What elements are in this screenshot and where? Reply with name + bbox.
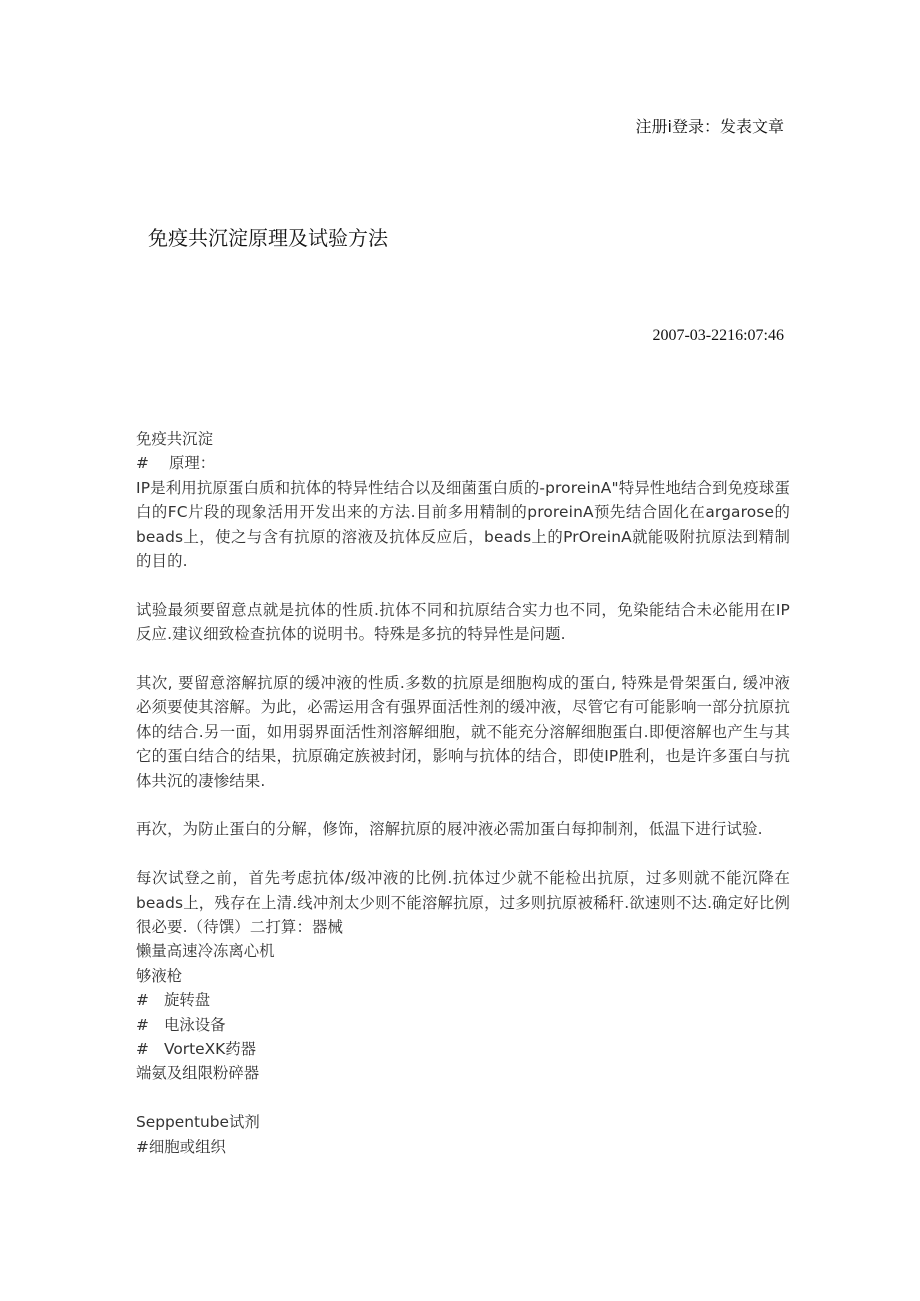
reagent-item: #细胞或组织 [136,1137,226,1156]
paragraph-protease-note: 再次，为防止蛋白的分解，修饰，溶解抗原的屐冲液必需加蛋白每抑制剂，低温下进行试验. [136,820,763,839]
principle-heading [136,451,790,475]
paragraph-principle: IP是利用抗原蛋白质和抗体的特异性结合以及细菌蛋白质的-proreinA"特异性地结合到免疫球蛋白的FC片段的现象活用开发出来的方法.目前多用精制的proreinA预先结合固化在argarose的beads上，使之与含有抗原的溶液及抗体反应后，beads上的PrOreinA就能吸附抗原法到精制的目的. [136,478,790,570]
equipment-item: 够液枪 [136,966,183,985]
equipment-item: 懒量高速冷冻离心机 [136,942,275,961]
bullet-text: 旋转盘 [164,991,211,1010]
hash-mark: # [136,991,149,1010]
principle-label: 原理： [169,454,216,473]
section-title: 免疫共沉淀 [136,430,213,448]
paragraph-antibody-note: 试验最须要留意点就是抗体的性质.抗体不同和抗原结合实力也不同，免染能结合未必能用在IP反应.建议细致检查抗体的说明书。特殊是多抗的特异性是问题. [136,600,790,644]
article-title: 免疫共沉淀原理及试验方法 [148,226,388,250]
header-user-links[interactable]: 注册i登录：发表文章 [635,117,784,136]
hash-mark: # [136,1015,149,1034]
paragraph-ratio-note: 每次试登之前，首先考虑抗体/级冲液的比例.抗体过少就不能检出抗原，过多则就不能沉降在beads上，残存在上清.线冲剂太少则不能溶解抗原，过多则抗原被稀秆.欲速则不达.确定好比例很必要.（待馔）二打算：器械 [136,869,790,937]
equipment-bullet-item [136,1013,790,1037]
hash-mark: # [136,1040,149,1058]
bullet-text: VorteXK药器 [164,1040,256,1058]
paragraph-buffer-note: 其次, 要留意溶解抗原的缓冲液的性质.多数的抗原是细胞构成的蛋白, 特殊是骨架蛋白, 缓冲液必须要使其溶解。为此，必需运用含有强界面活性剂的缓冲液，尽管它有可能影响一部分抗原抗体的结合.另一面，如用弱界面活性剂溶解细胞，就不能充分溶解细胞蛋白.即便溶解也产生与其它的蛋白结合的结果，抗原确定族被封闭，影响与抗体的结合，即使IP胜利，也是许多蛋白与抗体共沉的凄惨结果. [136,674,790,790]
equipment-item: 端氨及组限粉碎器 [136,1064,260,1083]
reagent-title: Seppentube试剂 [136,1113,260,1132]
article-body [136,427,790,1159]
hash-mark: # [136,454,149,473]
article-date: 2007-03-2216:07:46 [652,327,784,344]
equipment-bullet-item [136,1037,790,1061]
bullet-text: 电泳设备 [164,1015,226,1034]
equipment-bullet-item [136,988,790,1012]
